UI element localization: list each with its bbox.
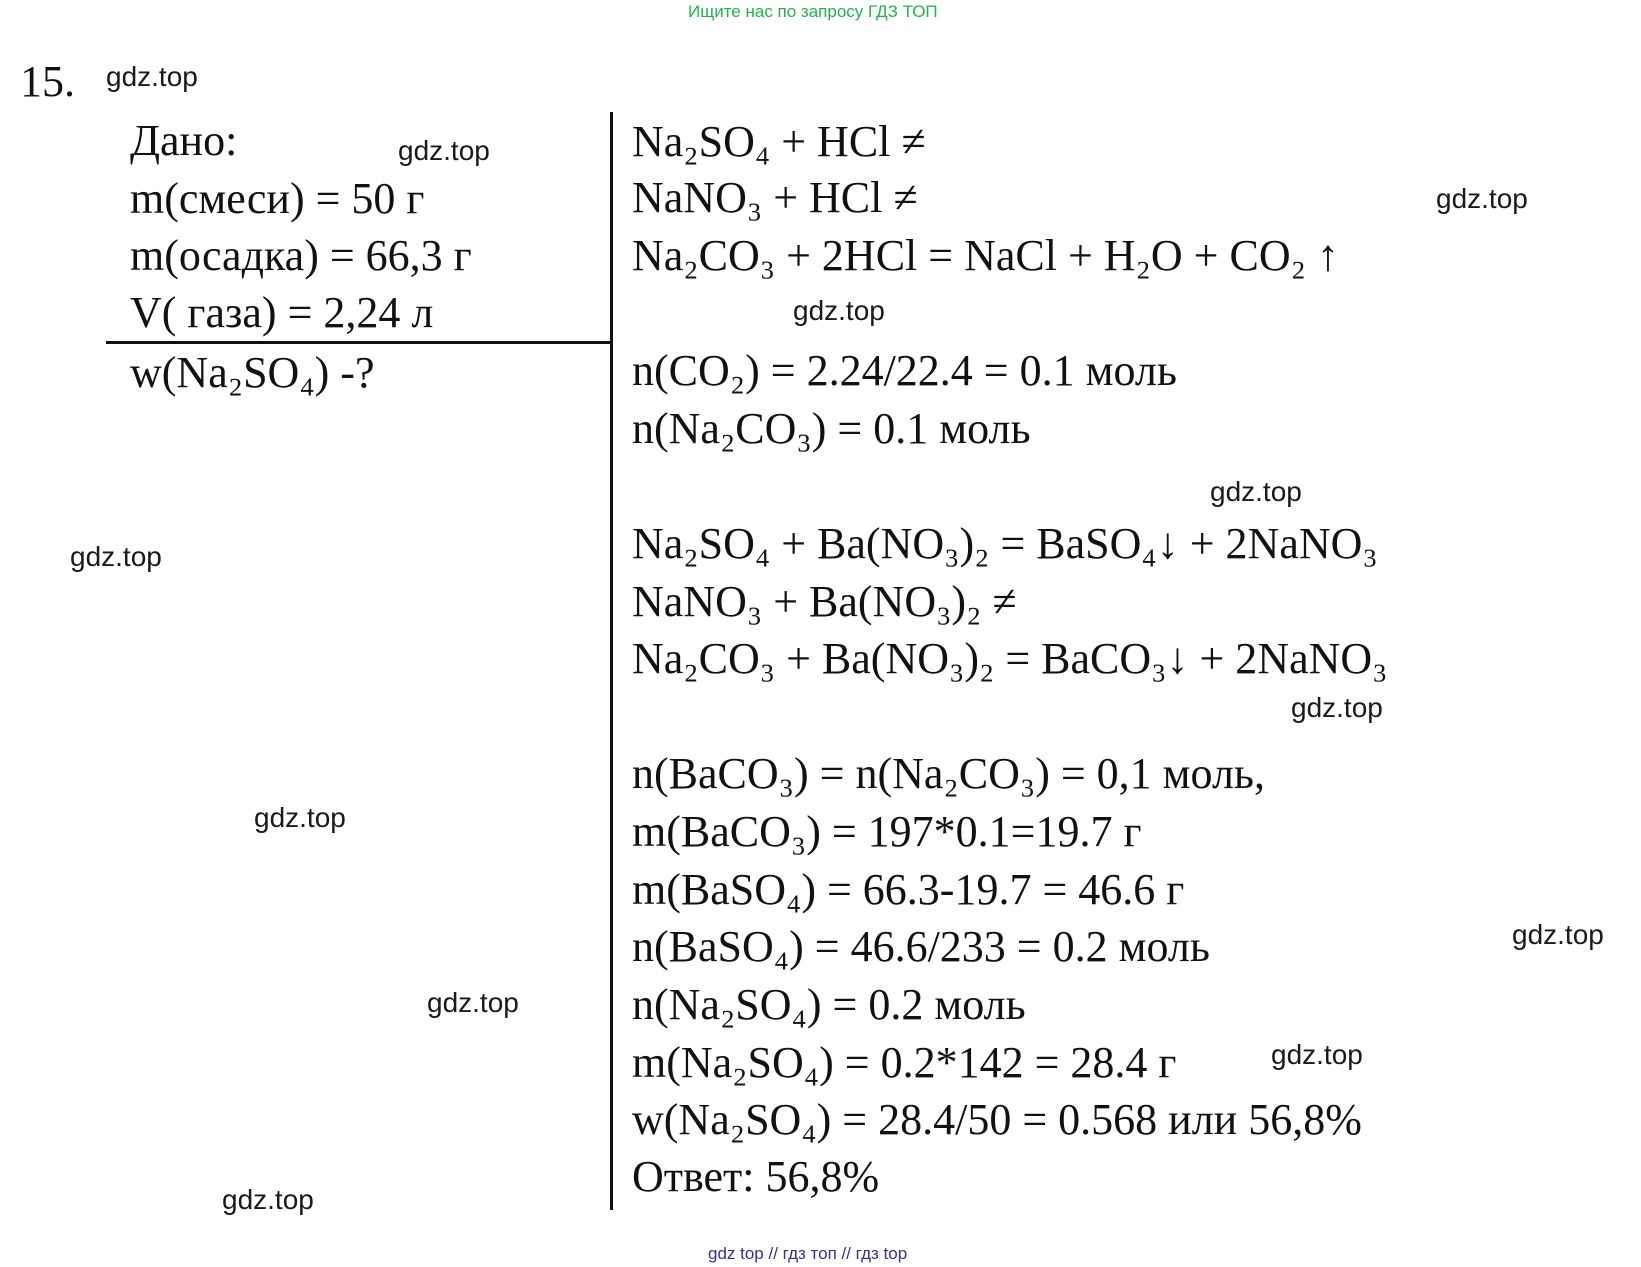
watermark: gdz.top [106,61,198,92]
top-search-hint: Ищите нас по запросу ГДЗ ТОП [688,2,938,21]
watermark: gdz.top [1512,919,1604,950]
given-item-gas-volume: V( газа) = 2,24 л [130,288,434,337]
find-item: w(Na₂SO₄) -? [130,348,375,397]
reaction-ba-sulfate: Na₂SO₄ + Ba(NO₃)₂ = BaSO₄↓ + 2NaNO₃ [632,519,1378,568]
watermark: gdz.top [427,987,519,1018]
watermark: gdz.top [1210,476,1302,507]
moles-na2co3: n(Na₂CO₃) = 0.1 моль [632,404,1031,453]
calc-n-baco3: n(BaCO₃) = n(Na₂CO₃) = 0,1 моль, [632,749,1265,798]
reaction-hcl-nitrate: NaNO₃ + HCl ≠ [632,173,918,222]
watermark: gdz.top [222,1184,314,1215]
watermark: gdz.top [398,135,490,166]
calc-n-na2so4: n(Na₂SO₄) = 0.2 моль [632,980,1026,1029]
watermark: gdz.top [1436,183,1528,214]
footer-links: gdz top // гдз топ // гдз top [708,1244,908,1263]
watermark: gdz.top [254,802,346,833]
vertical-divider [610,112,613,1210]
answer: Ответ: 56,8% [632,1152,880,1201]
reaction-hcl-carbonate: Na₂CO₃ + 2HCl = NaCl + H₂O + CO₂ ↑ [632,231,1339,280]
given-item-precipitate-mass: m(осадка) = 66,3 г [130,231,472,280]
reaction-ba-carbonate: Na₂CO₃ + Ba(NO₃)₂ = BaCO₃↓ + 2NaNO₃ [632,634,1388,683]
calc-m-baco3: m(BaCO₃) = 197*0.1=19.7 г [632,807,1142,856]
reaction-ba-nitrate: NaNO₃ + Ba(NO₃)₂ ≠ [632,577,1017,626]
calc-m-na2so4: m(Na₂SO₄) = 0.2*142 = 28.4 г [632,1038,1177,1087]
given-header: Дано: [130,116,238,165]
watermark: gdz.top [70,541,162,572]
reaction-hcl-sulfate: Na₂SO₄ + HCl ≠ [632,117,926,166]
moles-co2: n(CO₂) = 2.24/22.4 = 0.1 моль [632,346,1177,395]
given-item-mixture-mass: m(смеси) = 50 г [130,174,425,223]
watermark: gdz.top [1291,692,1383,723]
watermark: gdz.top [793,295,885,326]
problem-number: 15. [20,57,75,106]
watermark: gdz.top [1271,1039,1363,1070]
calc-m-baso4: m(BaSO₄) = 66.3-19.7 = 46.6 г [632,865,1185,914]
calc-n-baso4: n(BaSO₄) = 46.6/233 = 0.2 моль [632,922,1210,971]
calc-w-na2so4: w(Na₂SO₄) = 28.4/50 = 0.568 или 56,8% [632,1095,1362,1144]
given-divider [106,341,612,344]
